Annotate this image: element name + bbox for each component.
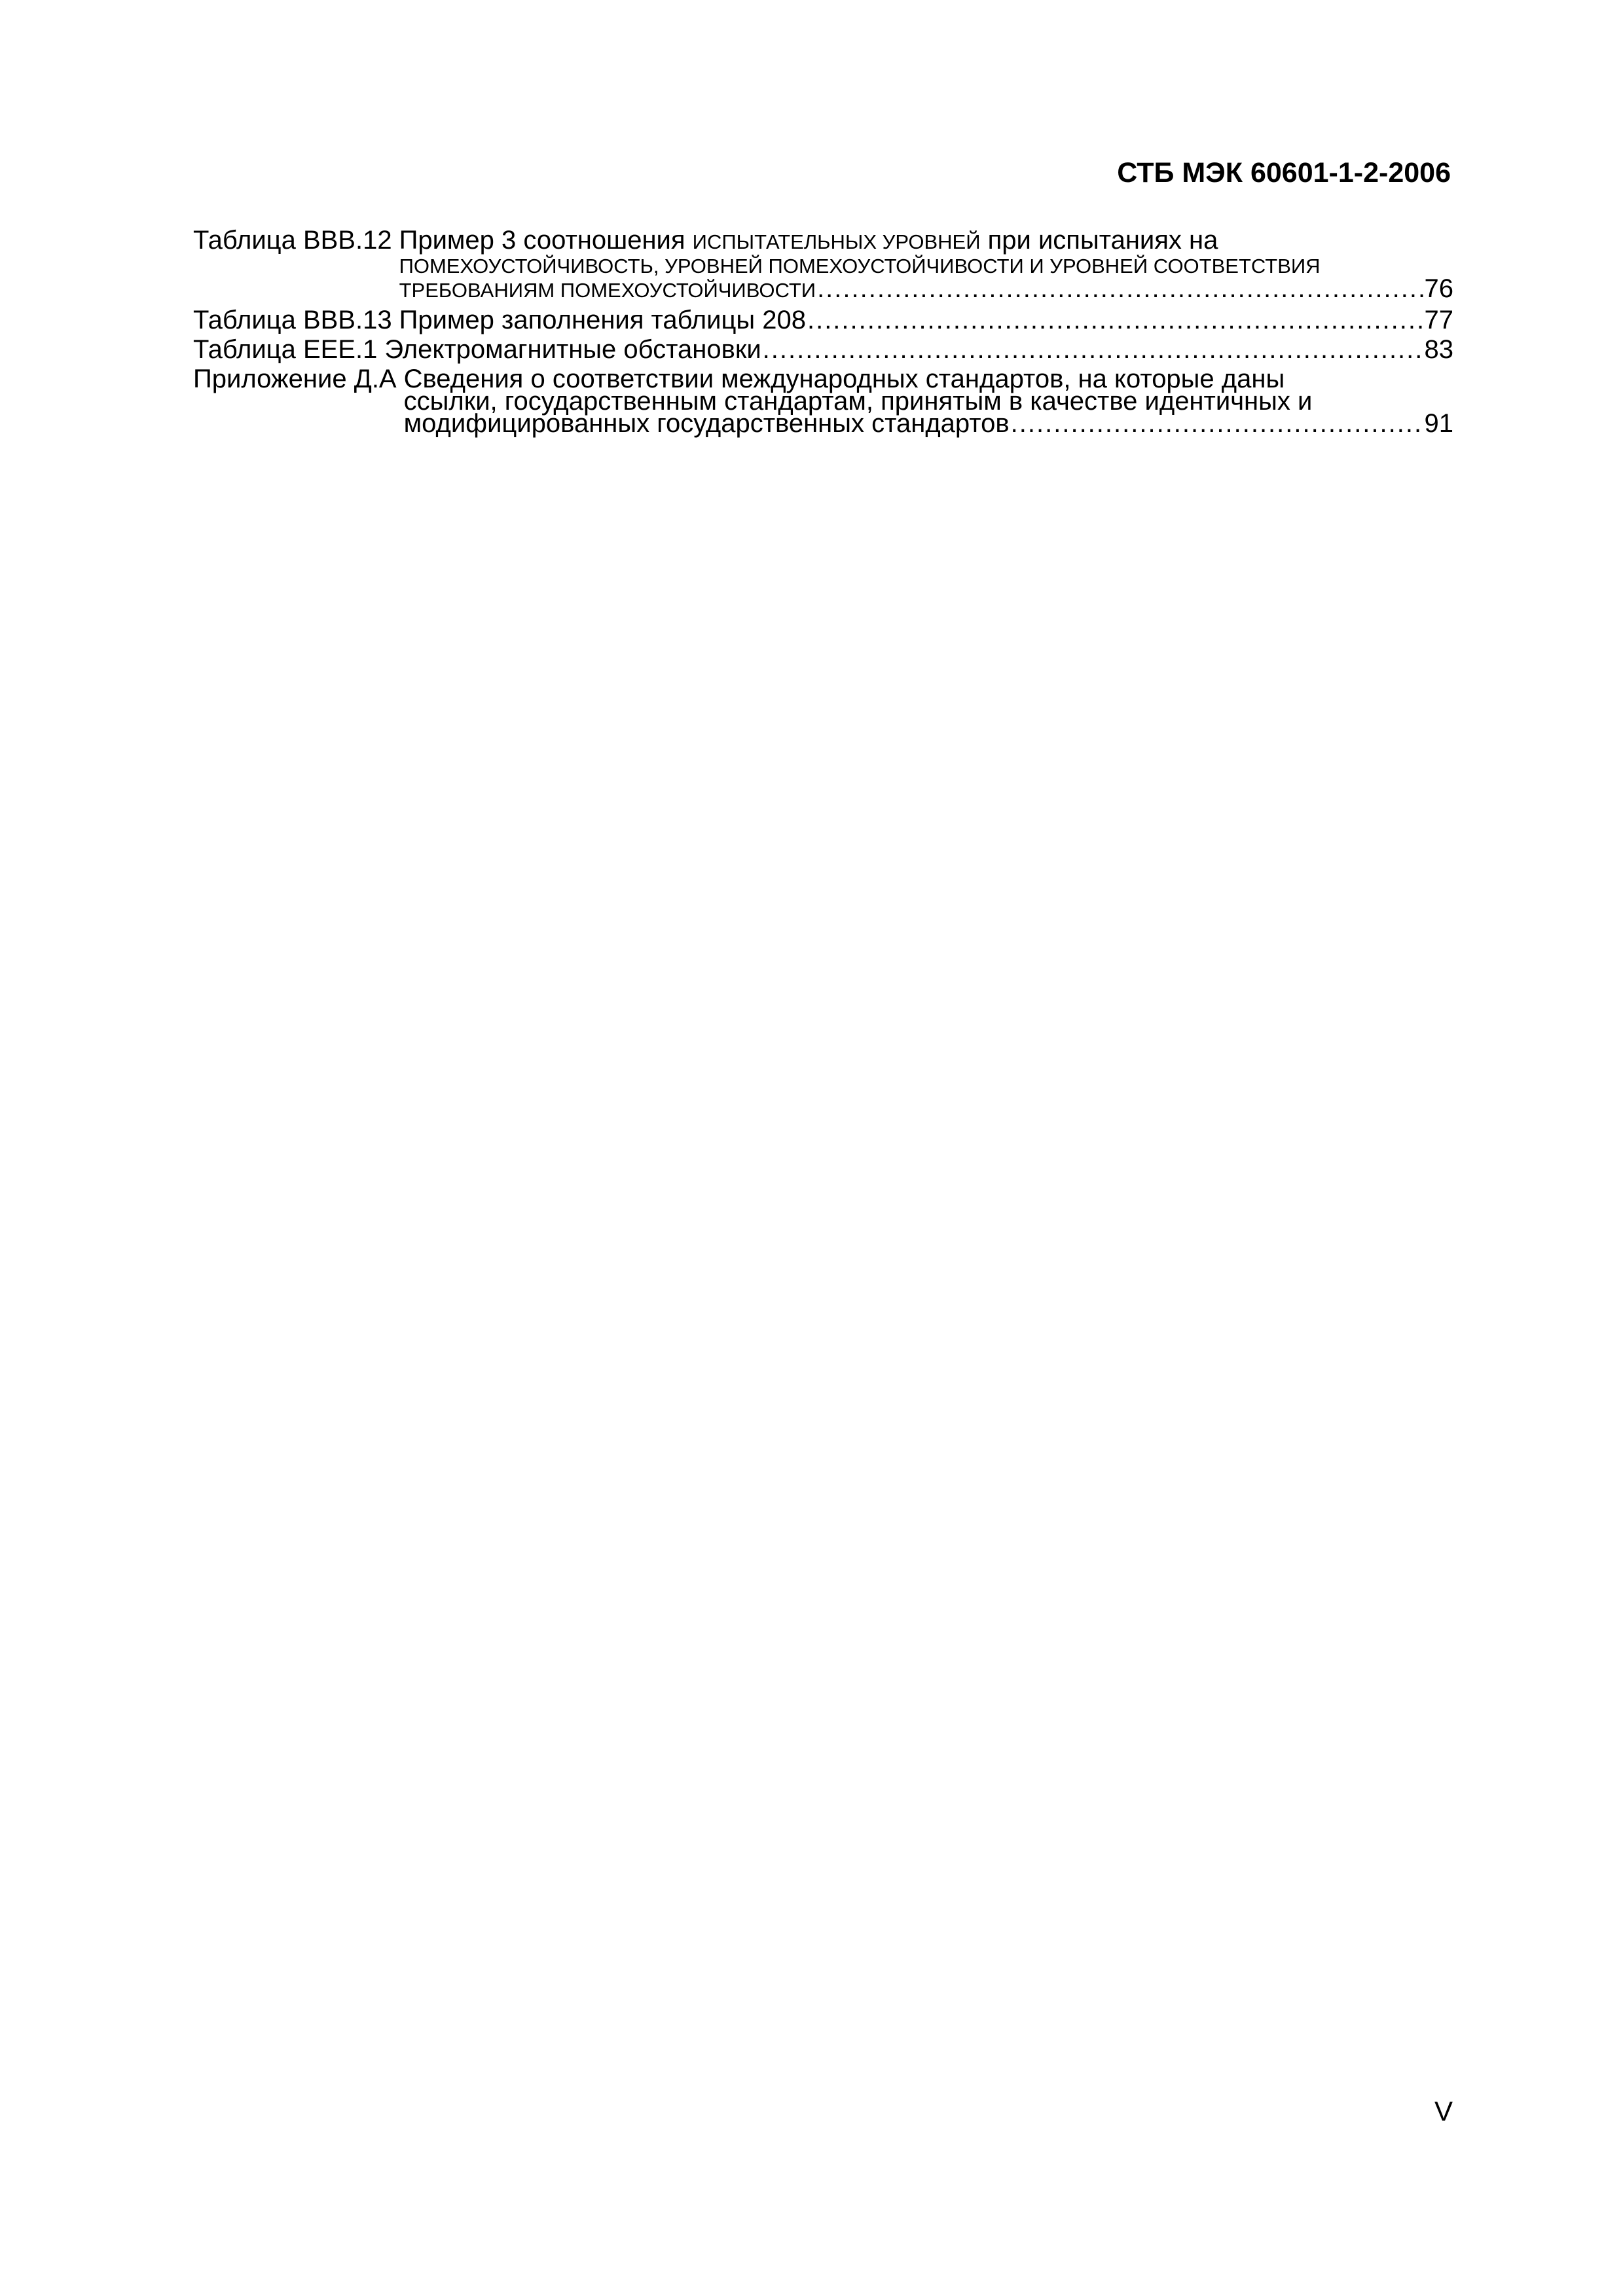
toc-entry-last-line	[384, 335, 1453, 364]
table-of-contents	[193, 226, 1453, 442]
toc-page-number: 76	[1424, 274, 1453, 303]
toc-entry-text: модифицированных государственных стандартов	[403, 409, 1010, 438]
toc-entry-last-line	[399, 306, 1453, 334]
toc-entry-line	[399, 253, 1453, 278]
toc-entry-appendix-da[interactable]	[193, 365, 1453, 438]
toc-entry-table-bbb12[interactable]	[193, 226, 1453, 303]
toc-entry-line	[399, 226, 1453, 255]
document-header-id: СТБ МЭК 60601-1-2-2006	[1117, 157, 1451, 188]
toc-entry-body	[397, 365, 1453, 438]
toc-entry-last-line	[403, 409, 1453, 438]
toc-entry-table-bbb13[interactable]	[193, 306, 1453, 334]
toc-entry-table-eee1[interactable]	[193, 335, 1453, 364]
toc-entry-smallcaps-text: ПОМЕХОУСТОЙЧИВОСТЬ, УРОВНЕЙ ПОМЕХОУСТОЙЧИВОСТИ И УРОВНЕЙ СООТВЕТСТВИЯ	[399, 255, 1321, 278]
toc-entry-body	[377, 335, 1453, 364]
toc-entry-label: Таблица ЕЕЕ.1	[193, 335, 378, 364]
toc-dot-leader	[1010, 412, 1425, 435]
toc-page-number: 91	[1424, 409, 1453, 438]
page-number: V	[1434, 2096, 1453, 2126]
toc-entry-smallcaps-text: ТРЕБОВАНИЯМ ПОМЕХОУСТОЙЧИВОСТИ	[399, 279, 816, 302]
toc-entry-body	[392, 306, 1453, 334]
toc-entry-last-line	[399, 274, 1453, 303]
toc-entry-text: Пример заполнения таблицы 208	[399, 306, 806, 334]
toc-entry-label: Приложение Д.А	[193, 365, 397, 393]
toc-dot-leader	[816, 278, 1424, 300]
toc-entry-label: Таблица ВВВ.12	[193, 226, 392, 255]
toc-entry-text: при испытаниях на	[980, 226, 1218, 255]
toc-page-number: 83	[1424, 335, 1453, 364]
toc-entry-line: ссылки, государственным стандартам, принятым в качестве идентичных и	[403, 387, 1313, 416]
toc-dot-leader	[806, 309, 1425, 331]
toc-page-number: 77	[1424, 306, 1453, 334]
toc-entry-text: Пример 3 соотношения	[399, 226, 693, 255]
toc-entry-body	[392, 226, 1453, 303]
toc-dot-leader	[761, 338, 1425, 361]
toc-entry-label: Таблица ВВВ.13	[193, 306, 392, 334]
toc-entry-line: Сведения о соответствии международных стандартов, на которые даны	[403, 365, 1285, 393]
toc-entry-smallcaps-text: ИСПЫТАТЕЛЬНЫХ УРОВНЕЙ	[692, 230, 981, 253]
toc-entry-text: Электромагнитные обстановки	[384, 335, 761, 364]
